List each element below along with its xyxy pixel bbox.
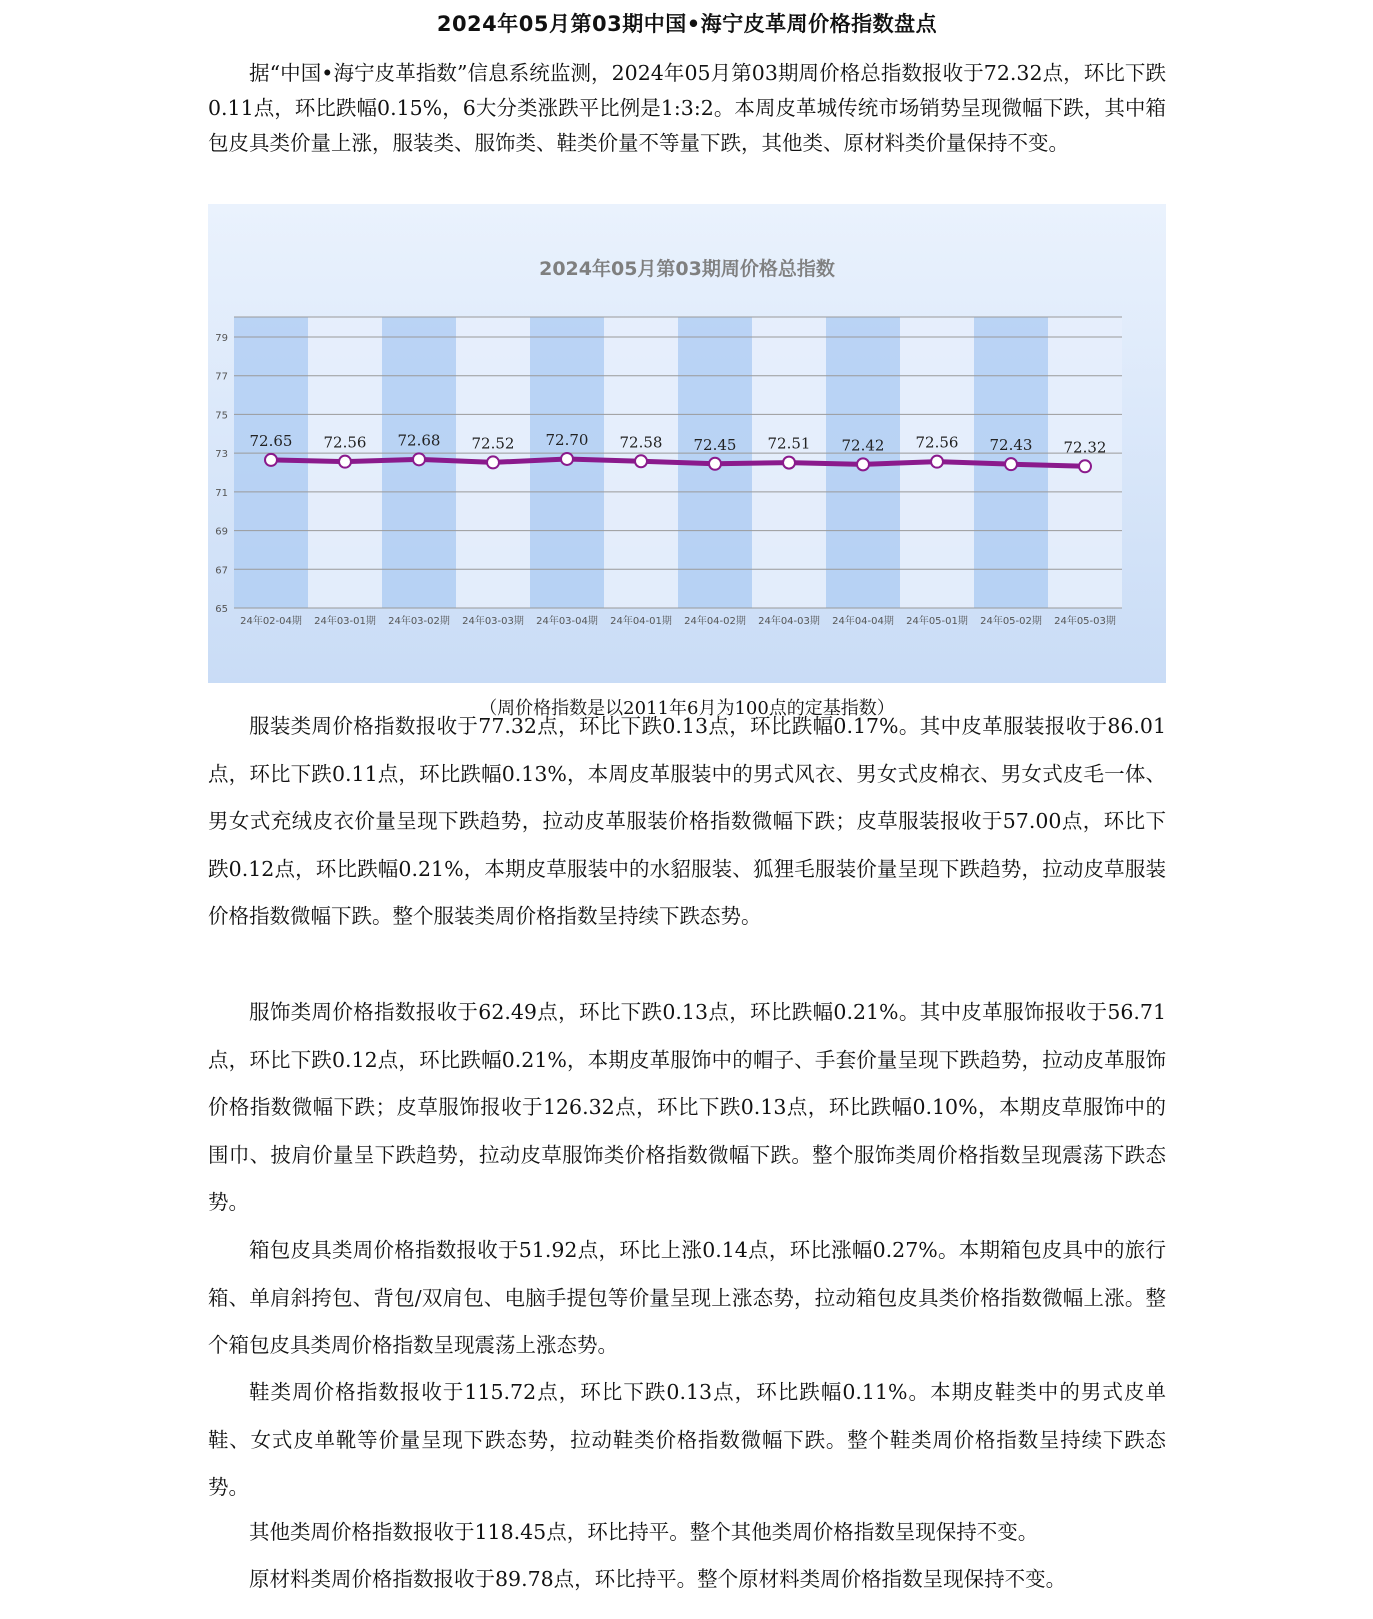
data-point (561, 453, 573, 465)
y-tick-label: 77 (215, 371, 228, 383)
x-tick-label: 24年04-02期 (684, 616, 746, 627)
data-point (487, 456, 499, 468)
data-point (413, 453, 425, 465)
y-tick-label: 79 (215, 333, 228, 344)
intro-paragraph: 据“中国•海宁皮革指数”信息系统监测，2024年05月第03期周价格总指数报收于72.32点，环比下跌0.11点，环比跌幅0.15%，6大分类涨跌平比例是1:3:2。本周皮革城传统市场销势呈现微幅下跌，其中箱包皮具类价量上涨，服装类、服饰类、鞋类价量不等量下跌，其他类、原材料类价量保持不变。 (208, 61, 1166, 155)
data-label: 72.56 (915, 433, 959, 452)
chart-svg (208, 204, 1166, 683)
x-tick-label: 24年02-04期 (240, 616, 302, 627)
data-label: 72.68 (397, 431, 441, 450)
data-label: 72.32 (1063, 438, 1107, 457)
data-point (339, 456, 351, 468)
data-point (783, 457, 795, 469)
raw-material-paragraph: 原材料类周价格指数报收于89.78点，环比持平。整个原材料类周价格指数呈现保持不变。 (249, 1567, 1067, 1591)
data-label: 72.52 (471, 434, 515, 453)
y-tick-label: 69 (215, 526, 228, 538)
bags-paragraph: 箱包皮具类周价格指数报收于51.92点，环比上涨0.14点，环比涨幅0.27%。本期箱包皮具中的旅行箱、单肩斜挎包、背包/双肩包、电脑手提包等价量呈现上涨态势，拉动箱包皮具类价格指数微幅上涨。整个箱包皮具类周价格指数呈现震荡上涨态势。 (208, 1238, 1166, 1357)
data-label: 72.43 (989, 436, 1033, 455)
clothing-paragraph: 服装类周价格指数报收于77.32点，环比下跌0.13点，环比跌幅0.17%。其中皮革服装报收于86.01点，环比下跌0.11点，环比跌幅0.13%，本周皮革服装中的男式风衣、男女式皮棉衣、男女式皮毛一体、男女式充绒皮衣价量呈现下跌趋势，拉动皮革服装价格指数微幅下跌；皮草服装报收于57.00点，环比下跌0.12点，环比跌幅0.21%，本期皮草服装中的水貂服装、狐狸毛服装价量呈现下跌趋势，拉动皮草服装价格指数微幅下跌。整个服装类周价格指数呈持续下跌态势。 (208, 714, 1166, 928)
data-point (857, 458, 869, 470)
y-tick-label: 75 (215, 410, 228, 422)
data-label: 72.70 (545, 430, 589, 449)
index-chart (208, 204, 1166, 683)
shoes-paragraph: 鞋类周价格指数报收于115.72点，环比下跌0.13点，环比跌幅0.11%。本期皮鞋类中的男式皮单鞋、女式皮单靴等价量呈现下跌态势，拉动鞋类价格指数微幅下跌。整个鞋类周价格指数呈持续下跌态势。 (208, 1380, 1166, 1499)
data-point (709, 458, 721, 470)
x-tick-label: 24年05-03期 (1054, 616, 1116, 627)
data-label: 72.51 (767, 434, 811, 453)
y-tick-label: 65 (215, 604, 228, 615)
x-tick-label: 24年05-01期 (906, 616, 968, 627)
x-tick-label: 24年03-02期 (388, 616, 450, 627)
accessories-paragraph: 服饰类周价格指数报收于62.49点，环比下跌0.13点，环比跌幅0.21%。其中皮革服饰报收于56.71点，环比下跌0.12点，环比跌幅0.21%，本期皮革服饰中的帽子、手套价量呈现下跌趋势，拉动皮革服饰价格指数微幅下跌；皮草服饰报收于126.32点，环比下跌0.13点，环比跌幅0.10%，本期皮草服饰中的围巾、披肩价量呈下跌趋势，拉动皮草服饰类价格指数微幅下跌。整个服饰类周价格指数呈现震荡下跌态势。 (208, 1000, 1166, 1214)
chart-title: 2024年05月第03期周价格总指数 (539, 258, 835, 280)
y-tick-label: 67 (215, 565, 228, 577)
other-paragraph: 其他类周价格指数报收于118.45点，环比持平。整个其他类周价格指数呈现保持不变。 (249, 1520, 1039, 1544)
data-point (931, 456, 943, 468)
data-label: 72.65 (249, 431, 293, 450)
data-point (635, 455, 647, 467)
x-tick-label: 24年04-01期 (610, 616, 672, 627)
data-label: 72.56 (323, 433, 367, 452)
y-tick-label: 71 (215, 487, 228, 499)
x-tick-label: 24年03-01期 (314, 616, 376, 627)
page-title: 2024年05月第03期中国•海宁皮革周价格指数盘点 (436, 12, 938, 36)
data-label: 72.45 (693, 435, 737, 454)
x-tick-label: 24年03-03期 (462, 616, 524, 627)
data-label: 72.42 (841, 436, 885, 455)
data-point (1079, 460, 1091, 472)
y-tick-label: 73 (215, 449, 228, 461)
x-tick-label: 24年04-03期 (758, 616, 820, 627)
x-tick-label: 24年03-04期 (536, 616, 598, 627)
data-point (1005, 458, 1017, 470)
data-label: 72.58 (619, 433, 663, 452)
data-point (265, 454, 277, 466)
x-tick-label: 24年05-02期 (980, 616, 1042, 627)
chart-note: （周价格指数是以2011年6月为100点的定基指数） (479, 698, 895, 719)
x-tick-label: 24年04-04期 (832, 616, 894, 627)
